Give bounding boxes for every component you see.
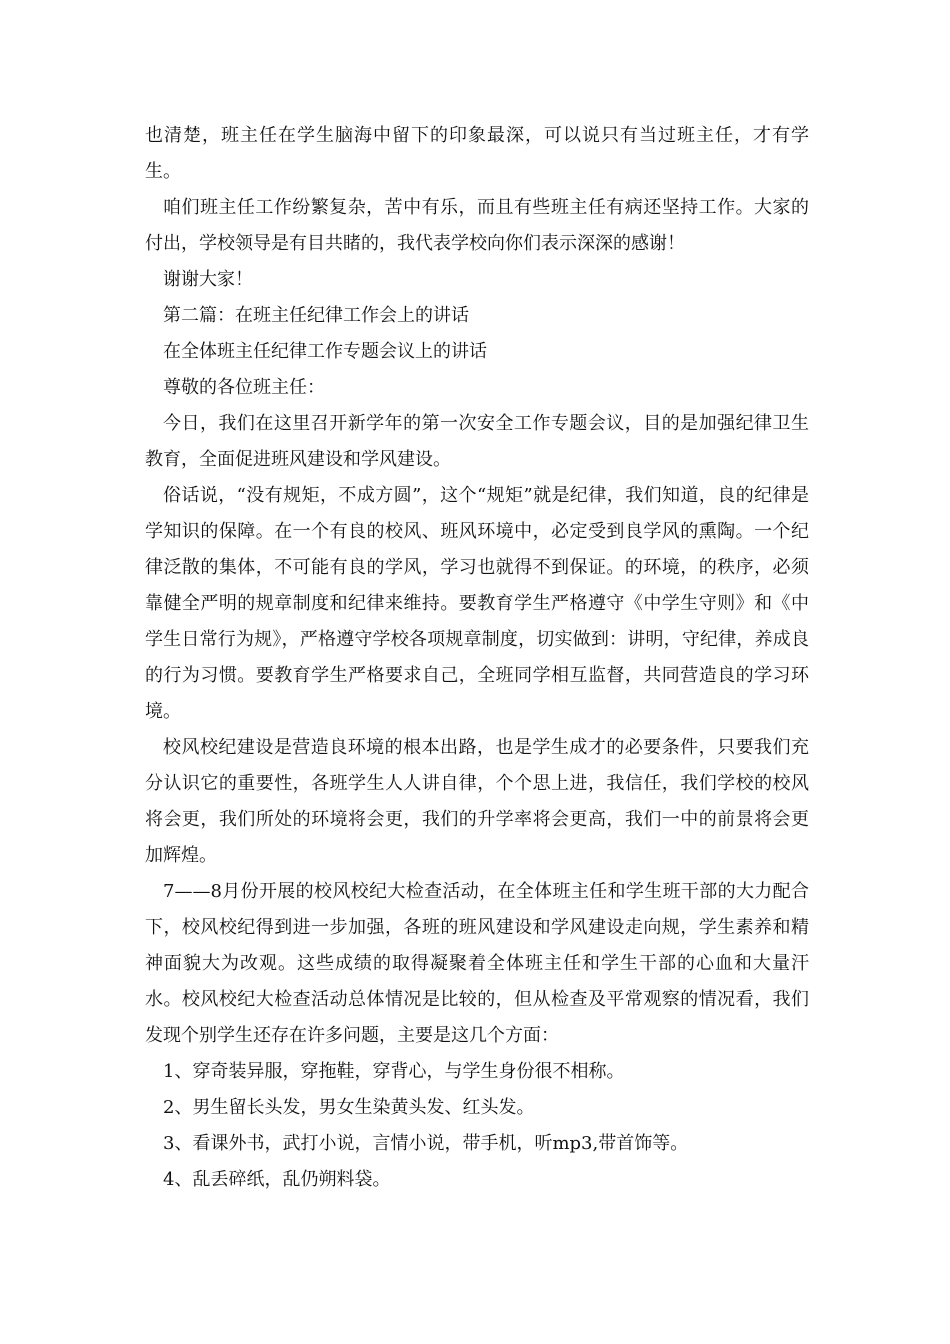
paragraph: 也清楚，班主任在学生脑海中留下的印象最深，可以说只有当过班主任，才有学生。 xyxy=(145,125,809,182)
speech-title: 在全体班主任纪律工作专题会议上的讲话 xyxy=(163,341,487,362)
paragraph: 7——8月份开展的校风校纪大检查活动，在全体班主任和学生班干部的大力配合下，校风校纪得到进一步加强，各班的班风建设和学风建设走向规，学生素养和精神面貌大为改观。这些成绩的取得凝聚着全体班主任和学生干部的心血和大量汗水。校风校纪大检查活动总体情况是比较的，但从检查及平常观察的情况看，我们发现个别学生还存在许多问题，主要是这几个方面： xyxy=(145,881,809,1046)
paragraph: 谢谢大家！ xyxy=(163,269,253,290)
list-item: 4、乱丢碎纸，乱仍朔料袋。 xyxy=(163,1169,391,1190)
salutation: 尊敬的各位班主任： xyxy=(163,377,325,398)
list-item: 1、穿奇装异服，穿拖鞋，穿背心，与学生身份很不相称。 xyxy=(163,1061,625,1082)
paragraph: 今日，我们在这里召开新学年的第一次安全工作专题会议，目的是加强纪律卫生教育，全面促进班风建设和学风建设。 xyxy=(145,413,809,470)
document-body xyxy=(145,118,809,1198)
list-item: 3、看课外书，武打小说，言情小说，带手机，听mp3,带首饰等。 xyxy=(163,1133,689,1154)
paragraph: 咱们班主任工作纷繁复杂，苦中有乐，而且有些班主任有病还坚持工作。大家的付出，学校领导是有目共睹的，我代表学校向你们表示深深的感谢！ xyxy=(145,197,809,254)
section-heading: 第二篇：在班主任纪律工作会上的讲话 xyxy=(163,305,469,326)
paragraph: 俗话说，“没有规矩，不成方圆”，这个“规矩”就是纪律，我们知道，良的纪律是学知识的保障。在一个有良的校风、班风环境中，必定受到良学风的熏陶。一个纪律泛散的集体，不可能有良的学风，学习也就得不到保证。的环境，的秩序，必须靠健全严明的规章制度和纪律来维持。要教育学生严格遵守《中学生守则》和《中学生日常行为规》，严格遵守学校各项规章制度，切实做到：讲明，守纪律，养成良的行为习惯。要教育学生严格要求自己，全班同学相互监督，共同营造良的学习环境。 xyxy=(145,485,809,722)
list-item: 2、男生留长头发，男女生染黄头发、红头发。 xyxy=(163,1097,535,1118)
paragraph: 校风校纪建设是营造良环境的根本出路，也是学生成才的必要条件，只要我们充分认识它的重要性，各班学生人人讲自律，个个思上进，我信任，我们学校的校风将会更，我们所处的环境将会更，我们的升学率将会更高，我们一中的前景将会更加辉煌。 xyxy=(145,737,809,866)
